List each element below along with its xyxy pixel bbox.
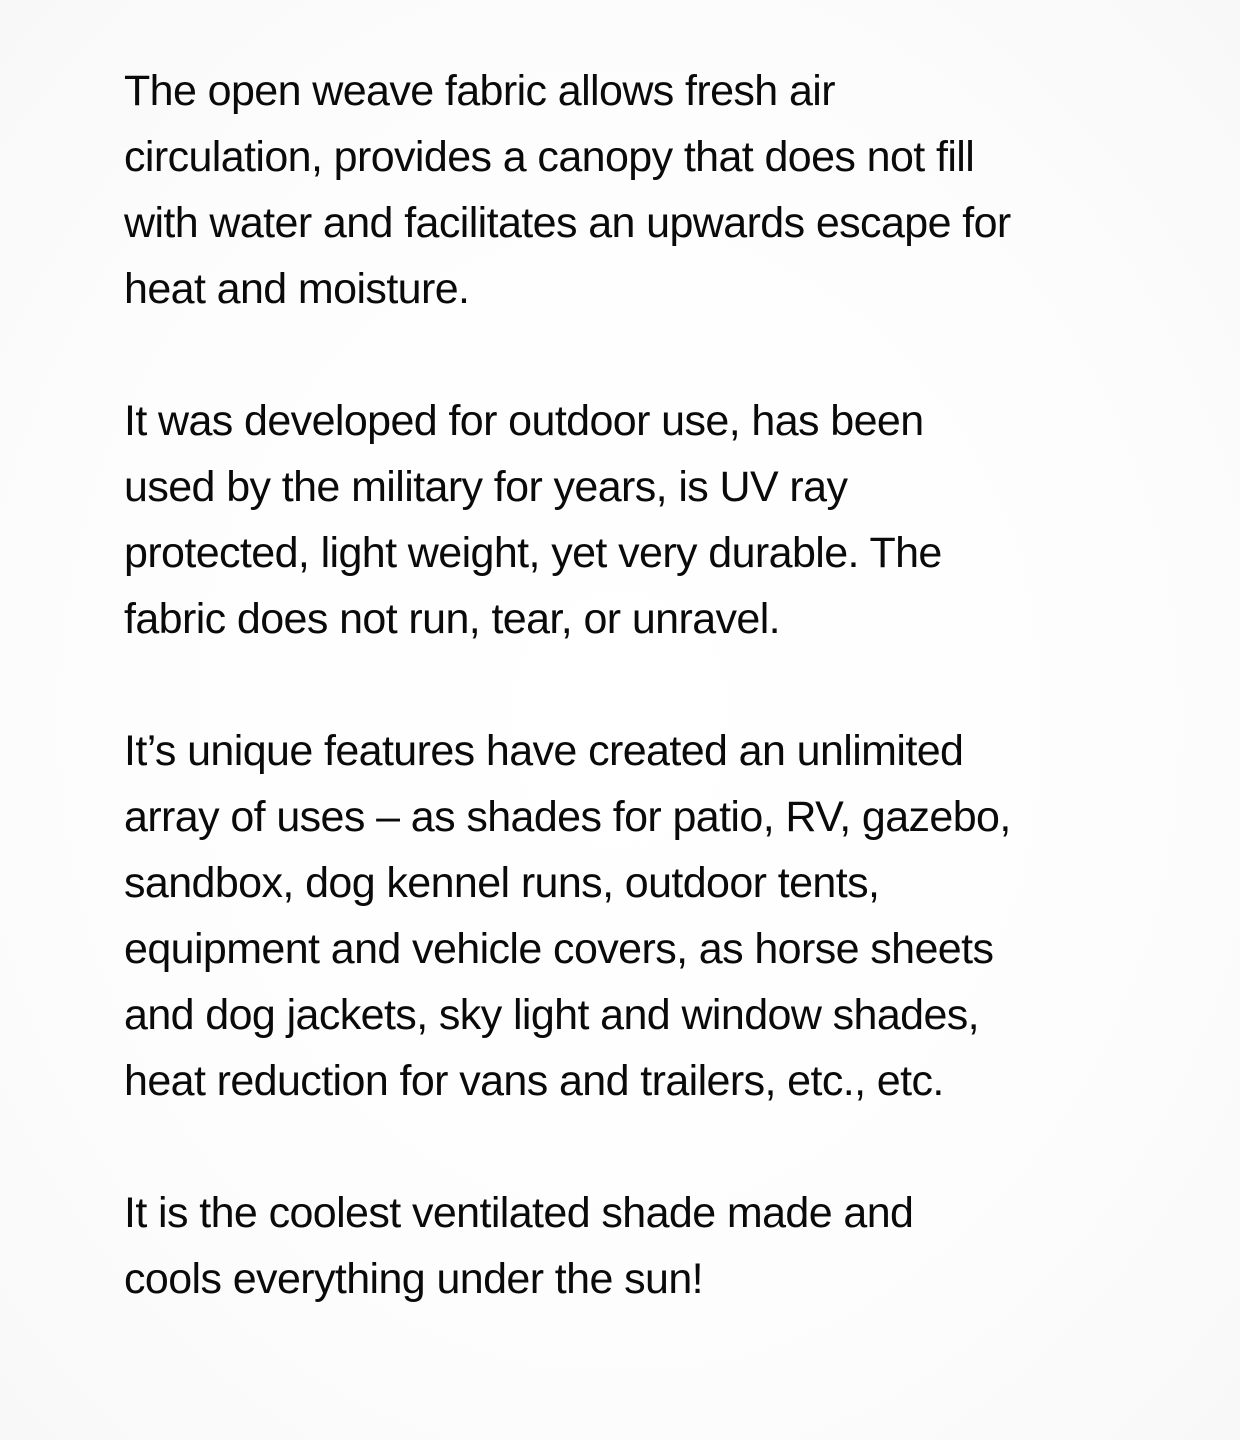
paragraph-closing-statement [124, 1180, 1134, 1312]
text-line: circulation, provides a canopy that does not fill [124, 133, 975, 181]
text-line: used by the military for years, is UV ray [124, 463, 848, 511]
paragraph-fabric-uses [124, 718, 1134, 1114]
text-line: heat reduction for vans and trailers, etc., etc. [124, 1057, 944, 1105]
text-line: fabric does not run, tear, or unravel. [124, 595, 781, 643]
text-line: It’s unique features have created an unlimited [124, 727, 964, 775]
text-line: and dog jackets, sky light and window shades, [124, 991, 980, 1039]
paragraph-fabric-ventilation [124, 58, 1134, 322]
text-line: protected, light weight, yet very durable. The [124, 529, 942, 577]
text-line: array of uses – as shades for patio, RV, gazebo, [124, 793, 1011, 841]
text-line: equipment and vehicle covers, as horse sheets [124, 925, 994, 973]
text-line: with water and facilitates an upwards escape for [124, 199, 1011, 247]
text-line: cools everything under the sun! [124, 1255, 703, 1303]
text-line: It is the coolest ventilated shade made and [124, 1189, 914, 1237]
text-line: The open weave fabric allows fresh air [124, 67, 835, 115]
text-line: heat and moisture. [124, 265, 470, 313]
text-line: It was developed for outdoor use, has been [124, 397, 924, 445]
paragraph-fabric-durability [124, 388, 1134, 652]
document-body [124, 58, 1134, 1378]
text-line: sandbox, dog kennel runs, outdoor tents, [124, 859, 880, 907]
